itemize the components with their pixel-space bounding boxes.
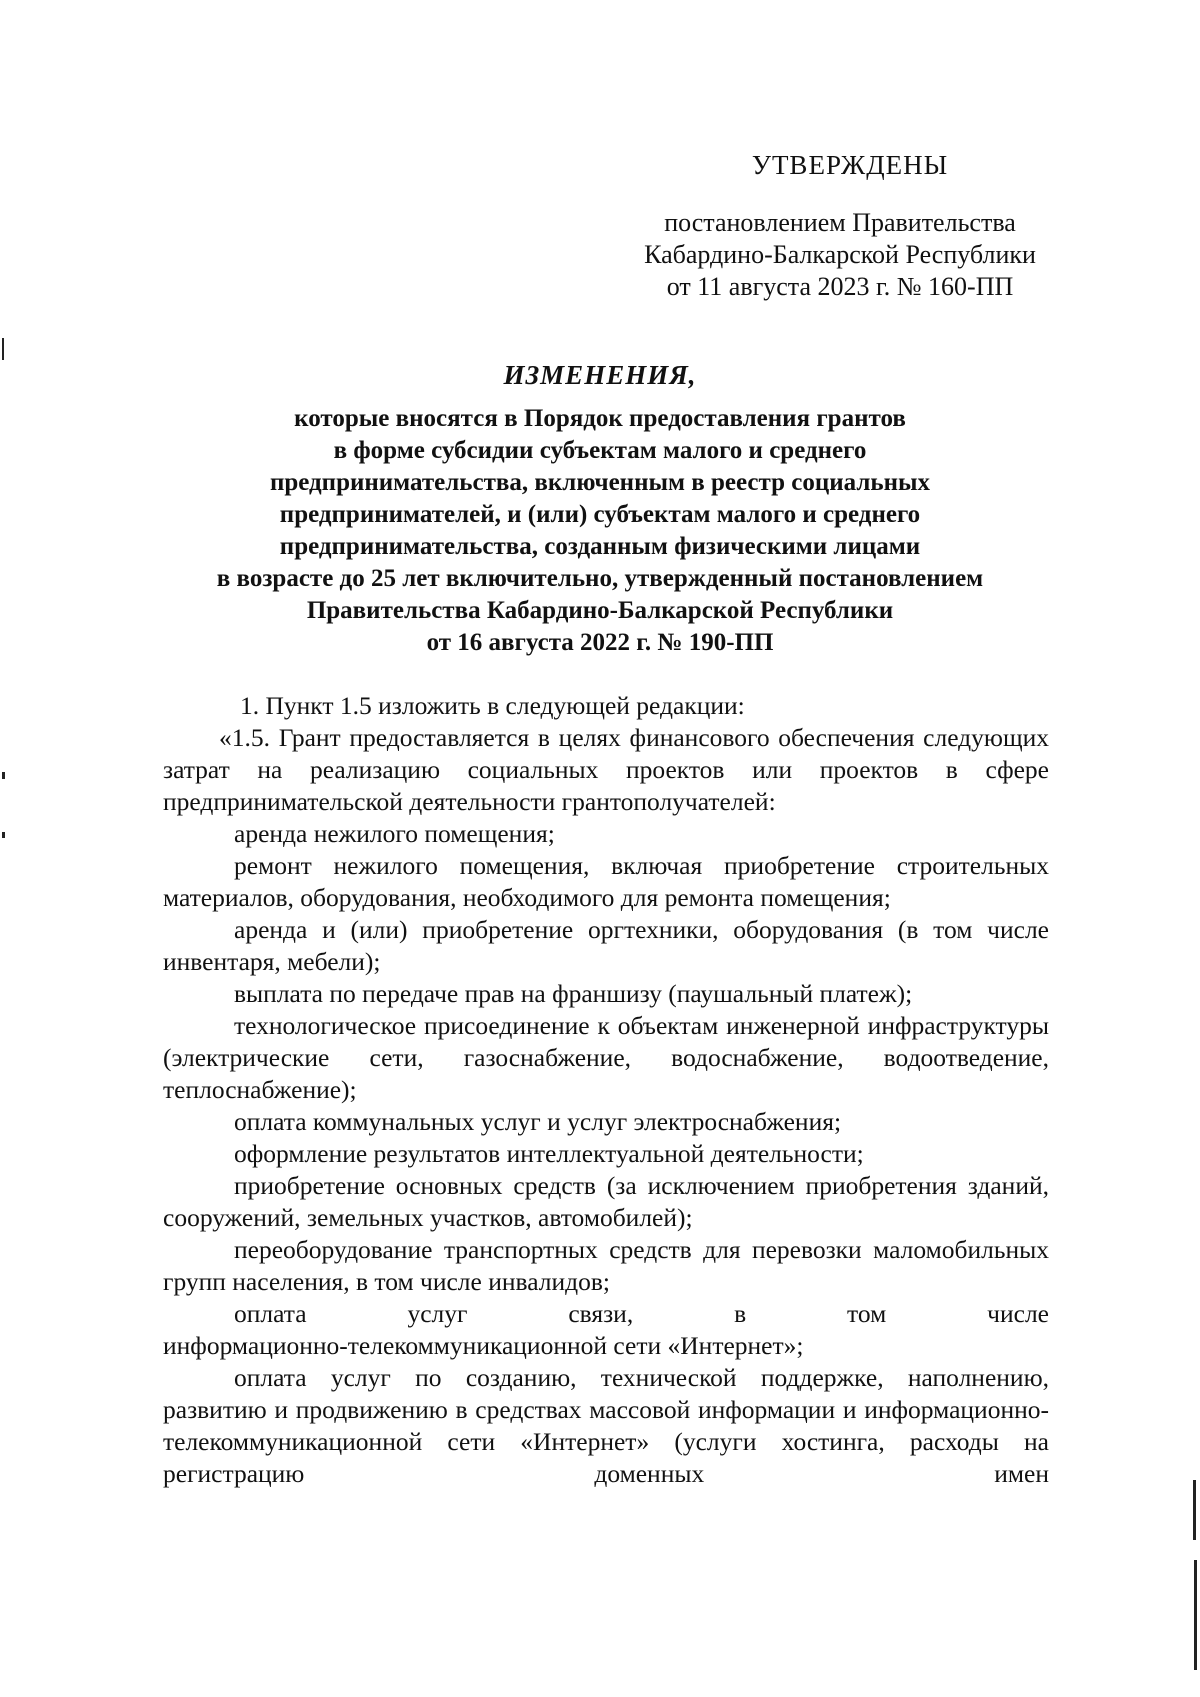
approval-line: от 11 августа 2023 г. № 160-ПП: [666, 272, 1014, 301]
title-line: предпринимателей, и (или) субъектам малого и среднего: [279, 501, 921, 528]
document-body: [163, 690, 1049, 1490]
title-line: которые вносятся в Порядок предоставления грантов: [294, 405, 906, 432]
paragraph: 1. Пункт 1.5 изложить в следующей редакции:: [240, 691, 745, 720]
approval-line: постановлением Правительства: [664, 208, 1016, 237]
list-item: оплата коммунальных услуг и услуг электроснабжения;: [234, 1107, 842, 1136]
list-item: приобретение основных средств (за исключением приобретения зданий, сооружений, земельных участков, автомобилей);: [163, 1171, 1049, 1232]
approval-line: Кабардино-Балкарской Республики: [644, 240, 1036, 269]
word: услуг: [407, 1299, 468, 1328]
document-title: [160, 360, 1040, 659]
list-item: выплата по передаче прав на франшизу (паушальный платеж);: [234, 979, 913, 1008]
word: числе: [987, 1299, 1049, 1328]
title-line: от 16 августа 2022 г. № 190-ПП: [426, 629, 774, 656]
list-item: переоборудование транспортных средств для перевозки маломобильных групп населения, в том числе инвалидов;: [163, 1235, 1049, 1296]
approval-stamp: [600, 150, 1080, 303]
list-item: оплата услуг по созданию, технической поддержке, наполнению, развитию и продвижению в средствах массовой информации и информационно-телекоммуникационной сети «Интернет» (услуги хостинга, расходы на регистрацию доменных имен: [163, 1363, 1049, 1488]
paragraph: «1.5. Грант предоставляется в целях финансового обеспечения следующих затрат на реализацию социальных проектов или проектов в сфере предпринимательской деятельности грантополучателей:: [163, 723, 1049, 816]
list-item: технологическое присоединение к объектам инженерной инфраструктуры (электрические сети, газоснабжение, водоснабжение, водоотведение, теплоснабжение);: [163, 1011, 1049, 1104]
scan-artifact-mark: [2, 832, 5, 838]
approval-heading: УТВЕРЖДЕНЫ: [751, 150, 949, 180]
word: том: [847, 1299, 887, 1328]
title-line: предпринимательства, созданным физическими лицами: [279, 533, 921, 560]
title-line: предпринимательства, включенным в реестр социальных: [269, 469, 931, 496]
list-item-continuation: информационно-телекоммуникационной сети «Интернет»;: [163, 1331, 804, 1360]
title-line: Правительства Кабардино-Балкарской Республики: [306, 597, 894, 624]
title-line: в форме субсидии субъектам малого и среднего: [333, 437, 867, 464]
list-item: аренда нежилого помещения;: [234, 819, 555, 848]
scan-artifact-mark: [2, 338, 4, 360]
list-item: аренда и (или) приобретение оргтехники, оборудования (в том числе инвентаря, мебели);: [163, 915, 1049, 976]
scan-artifact-mark: [2, 772, 5, 779]
title-main: ИЗМЕНЕНИЯ,: [503, 360, 697, 390]
scan-artifact-mark: [1193, 1480, 1196, 1540]
word: оплата: [234, 1299, 307, 1328]
word: в: [734, 1299, 747, 1328]
list-item: оформление результатов интеллектуальной деятельности;: [234, 1139, 864, 1168]
word: связи,: [568, 1299, 634, 1328]
title-line: в возрасте до 25 лет включительно, утвержденный постановлением: [216, 565, 984, 592]
list-item: ремонт нежилого помещения, включая приобретение строительных материалов, оборудования, необходимого для ремонта помещения;: [163, 851, 1049, 912]
list-item-spread-line: [163, 1298, 1049, 1330]
scan-artifact-mark: [1194, 1560, 1197, 1670]
